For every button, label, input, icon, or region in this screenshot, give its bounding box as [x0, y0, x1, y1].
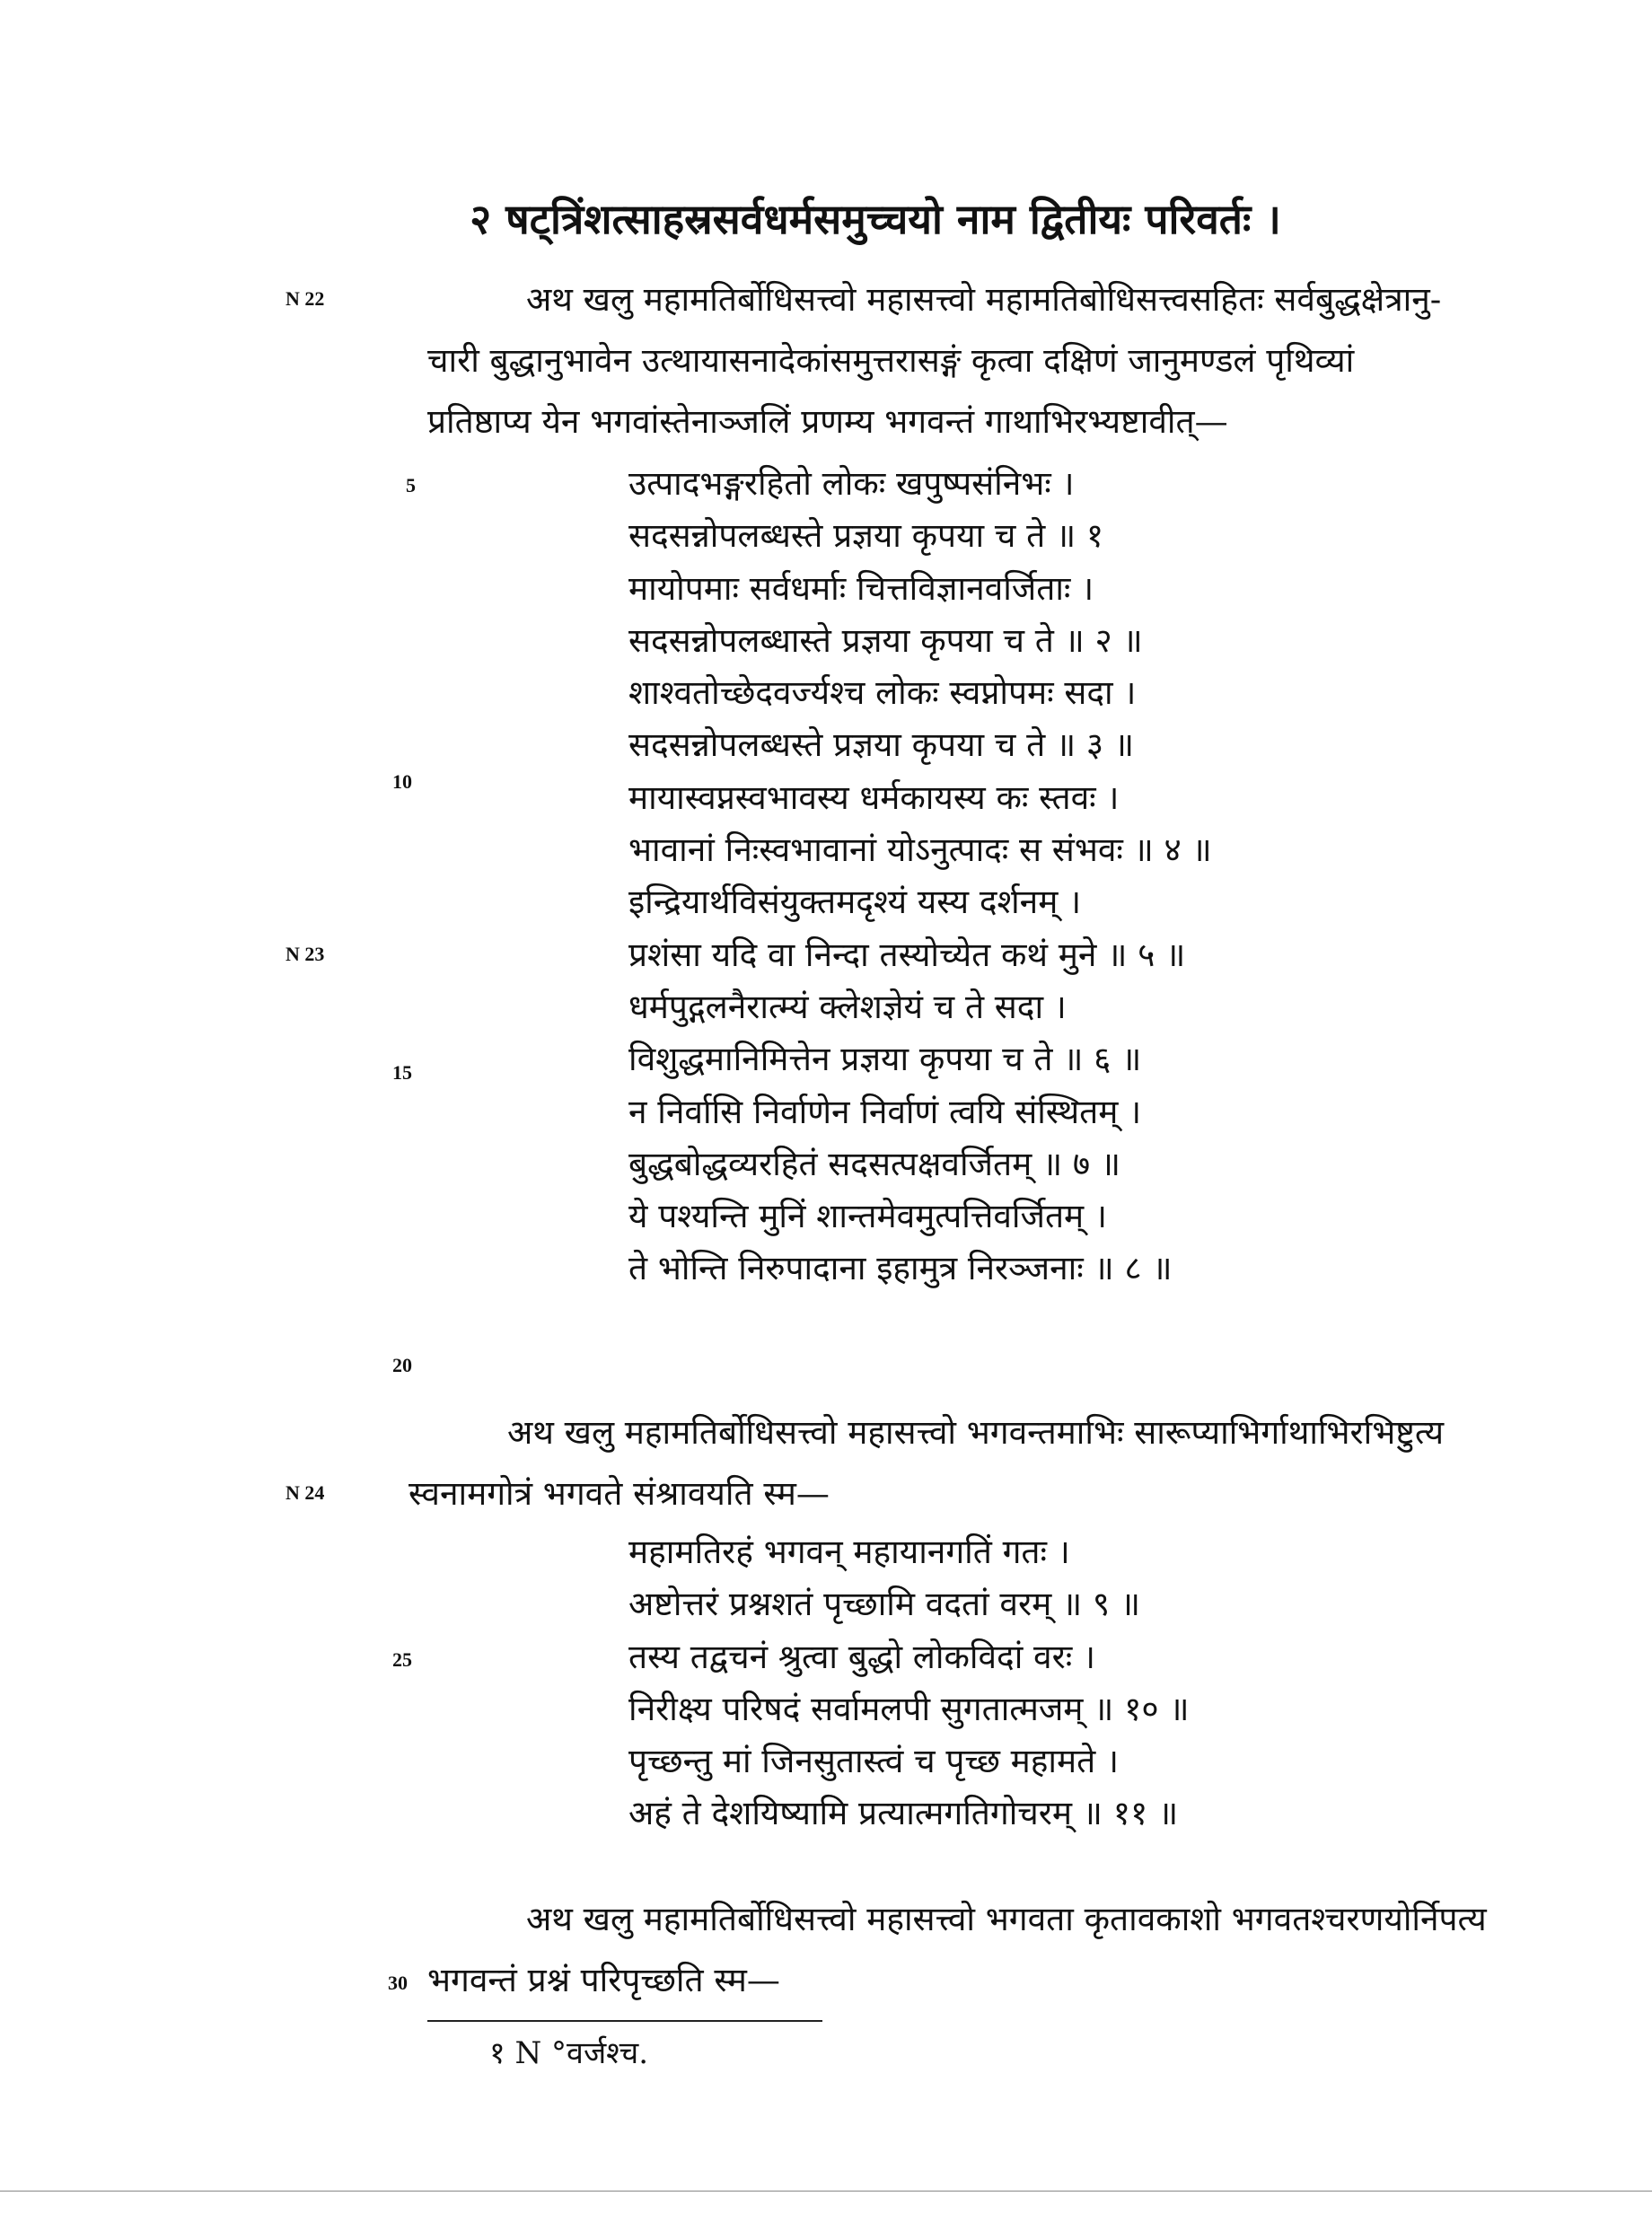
- verse-line: न निर्वासि निर्वाणेन निर्वाणं त्वयि संस्थितम् ।: [628, 1092, 1142, 1131]
- verse-line: ये पश्यन्ति मुनिं शान्तमेवमुत्पत्तिवर्जितम् ।: [628, 1197, 1107, 1236]
- prose-line: स्वनामगोत्रं भगवते संश्रावयति स्म—: [409, 1474, 830, 1513]
- prose-paragraph-1: [427, 269, 1559, 452]
- verse-line: सदसन्नोपलब्धस्ते प्रज्ञया कृपया च ते ॥ १: [628, 516, 1104, 556]
- verse-line: तस्य तद्वचनं श्रुत्वा बुद्धो लोकविदां वरः ।: [628, 1637, 1096, 1676]
- verse-line: निरीक्ष्य परिषदं सर्वामलपी सुगतात्मजम् ॥ १० ॥: [628, 1689, 1190, 1728]
- prose-line: अथ खलु महामतिर्बोधिसत्त्वो महासत्त्वो भगवता कृतावकाशो भगवतश्चरणयोर्निपत्य: [526, 1900, 1487, 1938]
- prose-paragraph-3: [427, 1889, 1559, 2011]
- line-number-30: 30: [388, 1972, 408, 1994]
- page-bottom-edge: [0, 2191, 1652, 2192]
- verse-line: मायास्वप्नस्वभावस्य धर्मकायस्य कः स्तवः ।: [628, 777, 1120, 817]
- prose-line: भगवन्तं प्रश्नं परिपृच्छति स्म—: [427, 1961, 780, 1999]
- verse-line: अष्टोत्तरं प्रश्नशतं पृच्छामि वदतां वरम् ॥ ९ ॥: [628, 1585, 1141, 1624]
- margin-ref-n23: N 23: [286, 943, 325, 965]
- line-number-10: 10: [392, 770, 412, 793]
- verse-line: सदसन्नोपलब्धस्ते प्रज्ञया कृपया च ते ॥ ३ ॥: [628, 725, 1135, 765]
- verse-line: विशुद्धमानिमित्तेन प्रज्ञया कृपया च ते ॥ ६ ॥: [628, 1040, 1142, 1079]
- verse-line: महामतिरहं भगवन् महायानगतिं गतः ।: [628, 1533, 1070, 1571]
- line-number-20: 20: [392, 1354, 412, 1376]
- margin-ref-n22: N 22: [286, 287, 325, 310]
- line-number-5: 5: [406, 474, 416, 496]
- verse-line: ते भोन्ति निरुपादाना इहामुत्र निरञ्जनाः ॥ ८ ॥: [628, 1249, 1173, 1288]
- verse-line: भावानां निःस्वभावानां योऽनुत्पादः स संभवः ॥ ४ ॥: [628, 830, 1212, 870]
- line-number-15: 15: [392, 1061, 412, 1084]
- verse-line: इन्द्रियार्थविसंयुक्तमदृश्यं यस्य दर्शनम् ।: [628, 883, 1082, 922]
- verse-line: प्रशंसा यदि वा निन्दा तस्योच्येत कथं मुने ॥ ५ ॥: [628, 935, 1186, 974]
- verse-line: सदसन्नोपलब्धास्ते प्रज्ञया कृपया च ते ॥ २ ॥: [628, 620, 1143, 660]
- verse-line: बुद्धबोद्धव्यरहितं सदसत्पक्षवर्जितम् ॥ ७ ॥: [628, 1144, 1121, 1183]
- prose-line: प्रतिष्ठाप्य येन भगवांस्तेनाञ्जलिं प्रणम्य भगवन्तं गाथाभिरभ्यष्टावीत्—: [427, 402, 1228, 441]
- verse-line: शाश्वतोच्छेदवर्ज्यश्च लोकः स्वप्नोपमः सदा ।: [628, 673, 1137, 713]
- verse-line: अहं ते देशयिष्यामि प्रत्यात्मगतिगोचरम् ॥ ११ ॥: [628, 1794, 1179, 1833]
- verse-line: उत्पादभङ्गरहितो लोकः खपुष्पसंनिभः ।: [628, 464, 1075, 503]
- verse-line: धर्मपुद्गलनैरात्म्यं क्लेशज्ञेयं च ते सदा ।: [628, 987, 1067, 1026]
- footnote-rule: [427, 2020, 822, 2022]
- verse-block-2: [628, 1526, 1190, 1840]
- prose-paragraph-2: [409, 1402, 1540, 1524]
- margin-ref-n24: N 24: [286, 1481, 325, 1504]
- verse-line: पृच्छन्तु मां जिनसुतास्त्वं च पृच्छ महामते ।: [628, 1742, 1120, 1781]
- prose-line: अथ खलु महामतिर्बोधिसत्त्वो महासत्त्वो महामतिबोधिसत्त्वसहितः सर्वबुद्धक्षेत्रानु-: [526, 280, 1442, 319]
- footnote: १ N °वर्जश्च.: [489, 2035, 649, 2071]
- prose-line: अथ खलु महामतिर्बोधिसत्त्वो महासत्त्वो भगवन्तमाभिः सारूप्याभिर्गाथाभिरभिष्टुत्य: [507, 1413, 1445, 1452]
- chapter-title: २ षट्त्रिंशत्साहस्रसर्वधर्मसमुच्चयो नाम द्वितीयः परिवर्तः ।: [470, 195, 1281, 243]
- prose-line: चारी बुद्धानुभावेन उत्थायासनादेकांसमुत्तरासङ्गं कृत्वा दक्षिणं जानुमण्डलं पृथिव्यां: [427, 341, 1355, 380]
- verse-block-1: [628, 458, 1212, 1296]
- verse-line: मायोपमाः सर्वधर्माः चित्तविज्ञानवर्जिताः ।: [628, 568, 1094, 608]
- line-number-25: 25: [392, 1648, 412, 1671]
